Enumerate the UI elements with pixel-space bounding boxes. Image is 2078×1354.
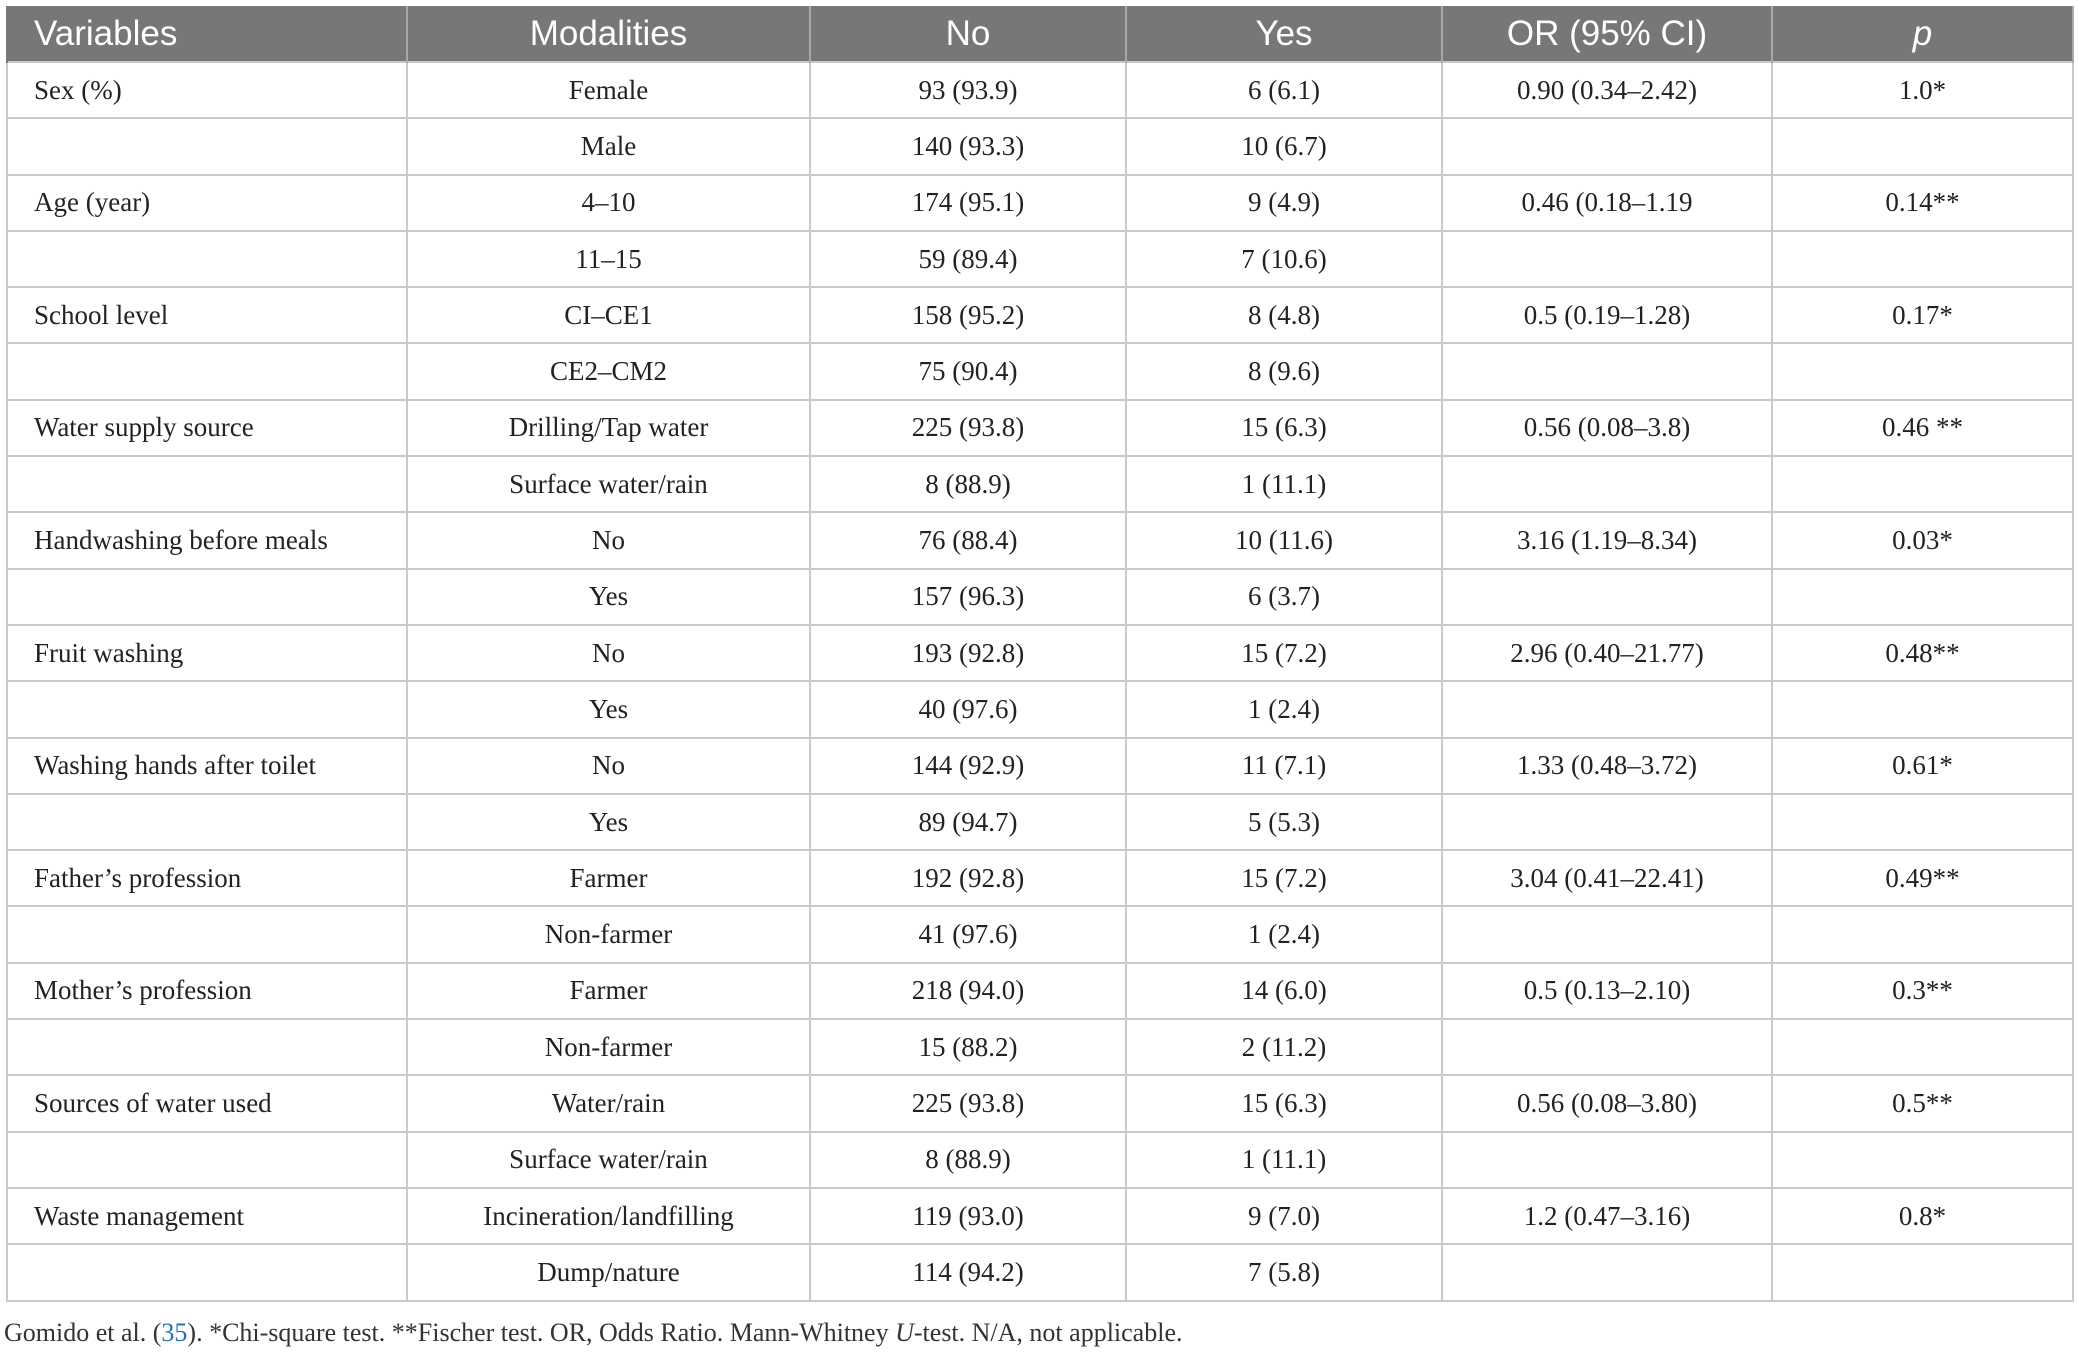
cell-modality: Drilling/Tap water [407,400,810,456]
cell-variable [7,906,407,962]
cell-count-yes: 1 (2.4) [1126,906,1442,962]
cell-p-value [1772,456,2073,512]
cell-p-value: 0.03* [1772,512,2073,568]
cell-modality: Farmer [407,850,810,906]
cell-p-value: 0.61* [1772,738,2073,794]
cell-count-no: 192 (92.8) [810,850,1126,906]
cell-odds-ratio [1442,343,1772,399]
cell-odds-ratio: 2.96 (0.40–21.77) [1442,625,1772,681]
cell-odds-ratio [1442,456,1772,512]
table-row [7,1188,2073,1244]
cell-count-yes: 10 (6.7) [1126,118,1442,174]
cell-count-yes: 15 (7.2) [1126,625,1442,681]
cell-variable [7,118,407,174]
table-header [7,6,2073,62]
cell-modality: No [407,625,810,681]
cell-p-value [1772,1244,2073,1300]
cell-odds-ratio: 0.5 (0.19–1.28) [1442,287,1772,343]
cell-modality: Non-farmer [407,1019,810,1075]
cell-p-value: 0.46 ** [1772,400,2073,456]
cell-modality: Surface water/rain [407,1132,810,1188]
cell-variable: Sources of water used [7,1075,407,1131]
cell-count-yes: 1 (2.4) [1126,681,1442,737]
cell-variable: Fruit washing [7,625,407,681]
cell-count-no: 119 (93.0) [810,1188,1126,1244]
table-row [7,62,2073,118]
cell-odds-ratio: 3.16 (1.19–8.34) [1442,512,1772,568]
cell-modality: CI–CE1 [407,287,810,343]
cell-variable: Father’s profession [7,850,407,906]
cell-p-value [1772,118,2073,174]
cell-p-value: 1.0* [1772,62,2073,118]
cell-count-yes: 1 (11.1) [1126,1132,1442,1188]
cell-variable: Waste management [7,1188,407,1244]
cell-modality: Yes [407,681,810,737]
cell-p-value: 0.8* [1772,1188,2073,1244]
cell-count-no: 40 (97.6) [810,681,1126,737]
results-table [6,6,2074,1302]
footnote-middle: ). *Chi-square test. **Fischer test. OR, Odds Ratio. Mann-Whitney [187,1318,896,1347]
cell-count-no: 140 (93.3) [810,118,1126,174]
table-row [7,400,2073,456]
cell-count-yes: 1 (11.1) [1126,456,1442,512]
table-body [7,62,2073,1301]
cell-variable [7,456,407,512]
table-row [7,1244,2073,1300]
cell-count-no: 15 (88.2) [810,1019,1126,1075]
cell-modality: CE2–CM2 [407,343,810,399]
cell-odds-ratio: 3.04 (0.41–22.41) [1442,850,1772,906]
cell-modality: Yes [407,794,810,850]
cell-variable: Handwashing before meals [7,512,407,568]
cell-modality: No [407,738,810,794]
cell-variable: Mother’s profession [7,963,407,1019]
cell-odds-ratio: 0.56 (0.08–3.8) [1442,400,1772,456]
cell-modality: Female [407,62,810,118]
cell-modality: Water/rain [407,1075,810,1131]
cell-count-yes: 6 (3.7) [1126,569,1442,625]
results-table-container [6,6,2072,1302]
cell-variable: Water supply source [7,400,407,456]
table-row [7,343,2073,399]
cell-count-yes: 9 (7.0) [1126,1188,1442,1244]
cell-variable [7,794,407,850]
header-no: No [810,6,1126,62]
cell-p-value [1772,231,2073,287]
table-row [7,175,2073,231]
cell-modality: Non-farmer [407,906,810,962]
table-row [7,681,2073,737]
cell-p-value [1772,1132,2073,1188]
cell-p-value [1772,343,2073,399]
cell-count-no: 59 (89.4) [810,231,1126,287]
cell-p-value: 0.48** [1772,625,2073,681]
footnote-italic-u: U [895,1318,914,1347]
cell-variable [7,1019,407,1075]
cell-count-no: 144 (92.9) [810,738,1126,794]
cell-modality: Male [407,118,810,174]
table-row [7,738,2073,794]
cell-variable [7,1132,407,1188]
cell-count-no: 114 (94.2) [810,1244,1126,1300]
cell-count-yes: 2 (11.2) [1126,1019,1442,1075]
cell-odds-ratio [1442,1132,1772,1188]
cell-count-no: 8 (88.9) [810,456,1126,512]
cell-odds-ratio [1442,794,1772,850]
cell-modality: Farmer [407,963,810,1019]
cell-count-yes: 7 (10.6) [1126,231,1442,287]
cell-modality: Surface water/rain [407,456,810,512]
cell-odds-ratio: 0.46 (0.18–1.19 [1442,175,1772,231]
cell-odds-ratio [1442,1244,1772,1300]
cell-variable [7,681,407,737]
table-row [7,794,2073,850]
cell-count-no: 89 (94.7) [810,794,1126,850]
cell-count-yes: 8 (9.6) [1126,343,1442,399]
table-row [7,512,2073,568]
table-row [7,850,2073,906]
cell-modality: Dump/nature [407,1244,810,1300]
cell-count-yes: 6 (6.1) [1126,62,1442,118]
footnote-reference-link[interactable]: 35 [161,1318,188,1347]
cell-variable [7,1244,407,1300]
cell-p-value [1772,906,2073,962]
cell-count-yes: 15 (7.2) [1126,850,1442,906]
cell-variable [7,569,407,625]
cell-count-no: 158 (95.2) [810,287,1126,343]
cell-count-no: 41 (97.6) [810,906,1126,962]
cell-p-value [1772,569,2073,625]
table-row [7,1019,2073,1075]
cell-count-no: 93 (93.9) [810,62,1126,118]
table-footnote [4,1318,1183,1348]
cell-odds-ratio [1442,681,1772,737]
cell-count-yes: 14 (6.0) [1126,963,1442,1019]
cell-count-no: 225 (93.8) [810,400,1126,456]
cell-p-value [1772,681,2073,737]
cell-count-yes: 15 (6.3) [1126,400,1442,456]
cell-variable [7,231,407,287]
cell-count-no: 225 (93.8) [810,1075,1126,1131]
cell-odds-ratio [1442,1019,1772,1075]
cell-count-no: 8 (88.9) [810,1132,1126,1188]
cell-count-no: 174 (95.1) [810,175,1126,231]
cell-p-value: 0.14** [1772,175,2073,231]
cell-variable: Washing hands after toilet [7,738,407,794]
footnote-prefix: Gomido et al. ( [4,1318,162,1347]
header-odds-ratio: OR (95% CI) [1442,6,1772,62]
cell-p-value [1772,794,2073,850]
cell-count-yes: 7 (5.8) [1126,1244,1442,1300]
cell-count-no: 76 (88.4) [810,512,1126,568]
cell-odds-ratio: 0.56 (0.08–3.80) [1442,1075,1772,1131]
cell-variable [7,343,407,399]
header-modalities: Modalities [407,6,810,62]
cell-p-value: 0.17* [1772,287,2073,343]
cell-count-yes: 9 (4.9) [1126,175,1442,231]
cell-odds-ratio [1442,231,1772,287]
cell-p-value: 0.3** [1772,963,2073,1019]
cell-odds-ratio [1442,569,1772,625]
cell-variable: Age (year) [7,175,407,231]
cell-variable: Sex (%) [7,62,407,118]
header-yes: Yes [1126,6,1442,62]
cell-count-no: 218 (94.0) [810,963,1126,1019]
cell-modality: 11–15 [407,231,810,287]
table-row [7,569,2073,625]
table-row [7,625,2073,681]
cell-count-no: 75 (90.4) [810,343,1126,399]
table-row [7,906,2073,962]
cell-odds-ratio [1442,118,1772,174]
cell-modality: Yes [407,569,810,625]
header-row [7,6,2073,62]
cell-modality: No [407,512,810,568]
table-row [7,1075,2073,1131]
cell-count-yes: 11 (7.1) [1126,738,1442,794]
cell-count-yes: 15 (6.3) [1126,1075,1442,1131]
cell-variable: School level [7,287,407,343]
cell-count-yes: 10 (11.6) [1126,512,1442,568]
header-p-value: p [1772,6,2073,62]
cell-odds-ratio [1442,906,1772,962]
cell-odds-ratio: 0.5 (0.13–2.10) [1442,963,1772,1019]
cell-modality: 4–10 [407,175,810,231]
cell-odds-ratio: 1.33 (0.48–3.72) [1442,738,1772,794]
cell-p-value [1772,1019,2073,1075]
cell-p-value: 0.49** [1772,850,2073,906]
cell-odds-ratio: 0.90 (0.34–2.42) [1442,62,1772,118]
cell-count-yes: 8 (4.8) [1126,287,1442,343]
table-row [7,287,2073,343]
cell-count-yes: 5 (5.3) [1126,794,1442,850]
header-variables: Variables [7,6,407,62]
footnote-suffix: -test. N/A, not applicable. [913,1318,1183,1347]
cell-p-value: 0.5** [1772,1075,2073,1131]
table-row [7,118,2073,174]
cell-count-no: 193 (92.8) [810,625,1126,681]
table-row [7,231,2073,287]
table-row [7,963,2073,1019]
table-row [7,1132,2073,1188]
table-row [7,456,2073,512]
cell-odds-ratio: 1.2 (0.47–3.16) [1442,1188,1772,1244]
cell-count-no: 157 (96.3) [810,569,1126,625]
cell-modality: Incineration/landfilling [407,1188,810,1244]
